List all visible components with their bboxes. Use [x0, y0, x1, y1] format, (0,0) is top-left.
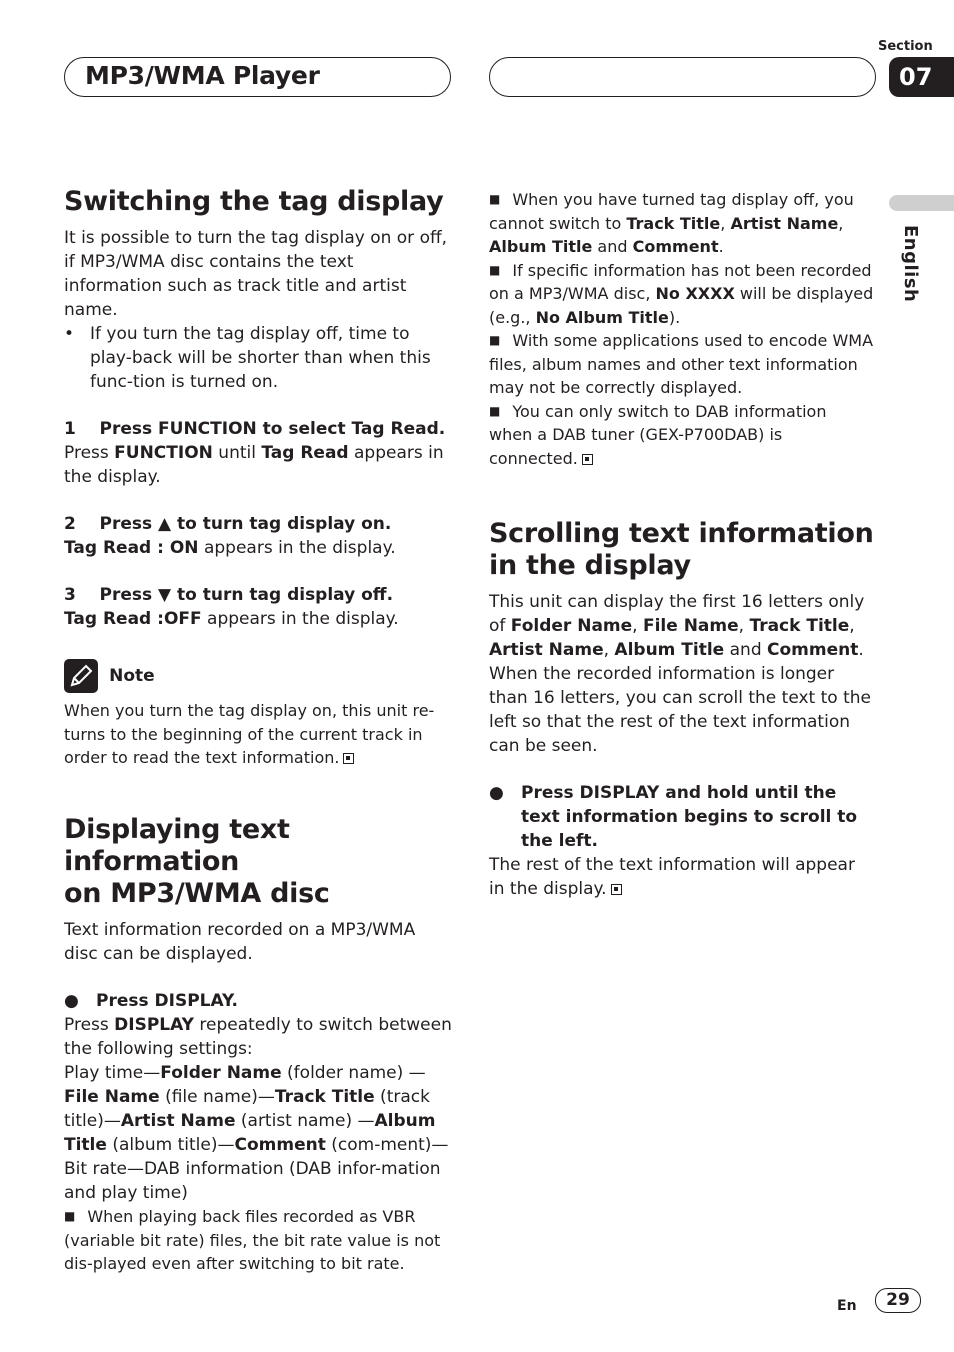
db-b3: File Name — [64, 1087, 160, 1107]
heading-switching: Switching the tag display — [64, 186, 444, 217]
square-bullet-icon: ■ — [489, 192, 501, 206]
step1-text-c: until — [212, 443, 262, 463]
rn1-e: , — [838, 213, 844, 233]
rn2-d: No Album Title — [535, 307, 669, 327]
db-t9: (com-ment)—Bit rate—DAB information (DAB infor-mation and play time) — [64, 1135, 449, 1203]
sc-s6: . — [858, 640, 864, 660]
db-t5: (file name)— — [159, 1087, 275, 1107]
db-b6: Album Title — [64, 1111, 436, 1155]
step1-text-b: FUNCTION — [114, 443, 213, 463]
page-number: 29 — [875, 1288, 921, 1313]
scrolling-intro — [489, 590, 874, 758]
step3-text-b: appears in the display. — [201, 609, 399, 629]
rn2-a: If specific information has not been recorded on a MP3/WMA disc, — [489, 260, 872, 303]
vbr-note-text: When playing back files recorded as VBR (variable bit rate) files, the bit rate value is not dis-played even after switching to bit rate. — [64, 1207, 441, 1273]
square-bullet-icon: ■ — [64, 1209, 76, 1223]
step3-title: 3 Press ▼ to turn tag display off. — [64, 585, 394, 605]
language-label: English — [900, 225, 921, 303]
db-t1: Press — [64, 1015, 115, 1035]
switching-bullet-text: If you turn the tag display off, time to play-back will be shorter than when this func-tion is turned on. — [90, 324, 431, 392]
sc-b2: File Name — [642, 616, 739, 636]
step2-title: 2 Press ▲ to turn tag display on. — [64, 514, 392, 534]
rn1-g: and — [592, 237, 633, 256]
sc-b4: Artist Name — [489, 640, 604, 660]
header-blank-frame — [489, 57, 876, 97]
step3-body — [64, 607, 454, 631]
db-t4: (folder name) — — [281, 1063, 426, 1083]
heading-displaying-1: Displaying text information — [64, 814, 290, 877]
scrolling-step-title: Press DISPLAY and hold until the text information begins to scroll to the left. — [521, 783, 858, 851]
note-label: Note — [109, 666, 155, 686]
note-text-content: When you turn the tag display on, this unit re-turns to the beginning of the current track in order to read the text information. — [64, 701, 435, 767]
footer-lang-code: En — [837, 1298, 857, 1314]
db-b5: Artist Name — [120, 1111, 236, 1131]
rn1-a: When you have turned tag display off, you cannot switch to — [489, 190, 854, 233]
step1-body — [64, 441, 454, 489]
rn1-d: Artist Name — [730, 213, 839, 233]
bullet-dot: • — [64, 324, 75, 344]
end-mark-icon — [343, 753, 354, 764]
rn1-f: Album Title — [489, 237, 593, 256]
displaying-body — [64, 1013, 454, 1205]
sc-b3: Track Title — [749, 616, 850, 636]
displaying-intro: Text information recorded on a MP3/WMA disc can be displayed. — [64, 920, 416, 964]
sc-intro-b: When the recorded information is longer than 16 letters, you can scroll the text to the left so that the rest of the text information can be seen. — [489, 664, 871, 756]
vbr-note — [64, 1205, 454, 1276]
step2-text-a: Tag Read : ON — [64, 538, 199, 558]
rn2-b: No XXXX — [655, 284, 735, 303]
step2-body — [64, 536, 454, 560]
displaying-section — [64, 814, 454, 1276]
sc-b1: Folder Name — [510, 616, 633, 636]
rn3-text: With some applications used to encode WMA files, album names and other text information may not be correctly displayed. — [489, 331, 874, 397]
db-t6: (track title)— — [64, 1087, 430, 1131]
db-t3: Play time— — [64, 1063, 161, 1083]
sc-s3: , — [849, 616, 855, 636]
rn2-e: ). — [668, 307, 681, 327]
note-header — [64, 659, 454, 693]
header-title-frame — [64, 57, 451, 97]
square-bullet-icon: ■ — [489, 403, 501, 418]
page-title: MP3/WMA Player — [85, 61, 320, 90]
pencil-icon — [64, 659, 98, 693]
language-tab — [889, 195, 954, 211]
db-b7: Comment — [234, 1135, 326, 1155]
right-note-3 — [489, 329, 874, 400]
displaying-step — [64, 989, 454, 1013]
section-number: 07 — [889, 57, 954, 97]
step1-text-e: appears in the display. — [64, 443, 444, 487]
left-column — [64, 186, 454, 770]
db-b2: Folder Name — [160, 1063, 282, 1083]
note-text — [64, 699, 454, 770]
end-mark-icon — [611, 884, 622, 895]
bullet-dot: ● — [64, 991, 79, 1011]
sc-s4: , — [603, 640, 615, 660]
right-note-2 — [489, 259, 874, 330]
db-t2: repeatedly to switch between the following settings: — [64, 1015, 452, 1059]
right-note-4 — [489, 400, 874, 471]
step1-title: 1 Press FUNCTION to select Tag Read. — [64, 419, 446, 439]
sc-s1: , — [632, 616, 643, 636]
section-label: Section — [878, 39, 933, 54]
rn2-c: will be displayed (e.g., — [489, 284, 874, 327]
rn4-text: You can only switch to DAB information when a DAB tuner (GEX-P700DAB) is connected. — [489, 401, 827, 468]
right-note-1 — [489, 188, 874, 259]
right-column — [489, 188, 874, 470]
switching-bullet — [64, 322, 454, 394]
rn1-c: , — [720, 213, 731, 233]
scrolling-section — [489, 518, 874, 901]
step3-text-a: Tag Read :OFF — [64, 609, 202, 629]
db-t8: (album title)— — [106, 1135, 235, 1155]
scrolling-body — [489, 853, 874, 901]
step1-text-a: Press — [64, 443, 115, 463]
db-b4: Track Title — [274, 1087, 375, 1107]
square-bullet-icon: ■ — [489, 262, 501, 277]
rn1-b: Track Title — [626, 213, 721, 233]
scrolling-step — [489, 781, 874, 853]
square-bullet-icon: ■ — [489, 333, 501, 347]
db-t7: (artist name) — — [235, 1111, 375, 1131]
rn1-h: Comment — [632, 237, 719, 256]
sc-b6: Comment — [767, 640, 859, 660]
heading-displaying-2: on MP3/WMA disc — [64, 878, 330, 909]
switching-intro: It is possible to turn the tag display on or off, if MP3/WMA disc contains the text information such as track title and artist name. — [64, 228, 448, 320]
heading-scrolling-2: in the display — [489, 550, 691, 581]
sc-b5: Album Title — [614, 640, 725, 660]
sc-intro-a: This unit can display the first 16 letters only of — [489, 592, 865, 636]
heading-scrolling-1: Scrolling text information — [489, 518, 874, 549]
step1-text-d: Tag Read — [261, 443, 349, 463]
end-mark-icon — [582, 454, 593, 465]
step2-text-b: appears in the display. — [198, 538, 396, 558]
sc-s2: , — [738, 616, 750, 636]
rn1-i: . — [718, 237, 724, 256]
scrolling-body-text: The rest of the text information will appear in the display. — [489, 855, 855, 899]
bullet-dot: ● — [489, 783, 504, 803]
displaying-step-title: Press DISPLAY. — [96, 991, 238, 1011]
db-b1: DISPLAY — [114, 1015, 194, 1035]
sc-s5: and — [724, 640, 768, 660]
